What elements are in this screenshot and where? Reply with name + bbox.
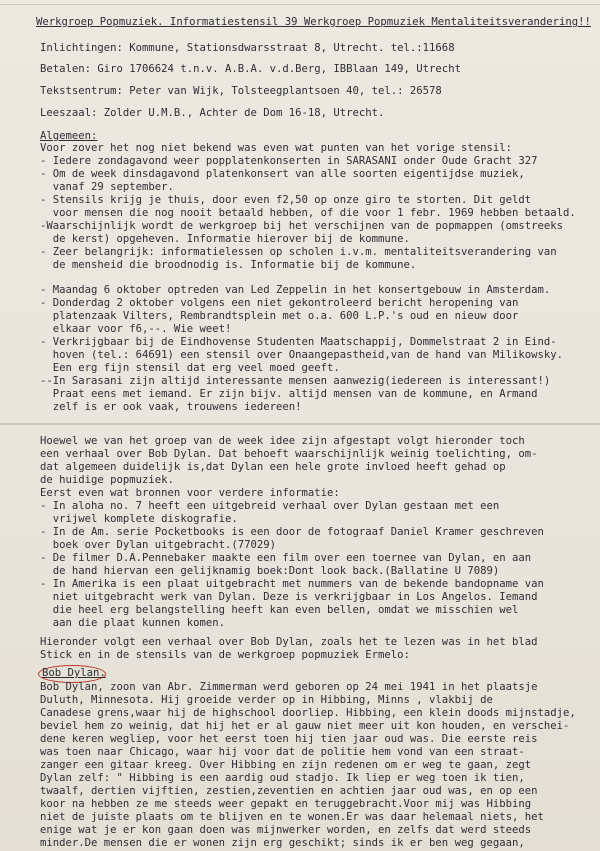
paper-fold [0, 423, 600, 425]
text-line: Een erg fijn stensil dat erg veel moed geeft. [40, 362, 340, 374]
text-line: dat algemeen duidelijk is,dat Dylan een hele grote invloed heeft gehad op [40, 461, 506, 473]
text-line: zanger een gitaar kreeg. Over Hibbing en zijn redenen om er weg te gaan, zegt [40, 759, 532, 771]
text-line: Voor zover het nog niet bekend was even wat punten van het vorige stensil: [40, 142, 512, 154]
info-line: Tekstsentrum: Peter van Wijk, Tolsteegplantsoen 40, tel.: 26578 [40, 85, 442, 97]
document-title: Werkgroep Popmuziek. Informatiestensil 39 Werkgroep Popmuziek Mentaliteitsverandering!! [36, 16, 591, 28]
text-line: vanaf 29 september. [40, 181, 174, 193]
text-line: voor mensen die nog nooit betaald hebben, of die voor 1 febr. 1969 hebben betaald. [40, 207, 576, 219]
text-line: - Zeer belangrijk: informatielessen op scholen i.v.m. mentaliteitsverandering van [40, 246, 557, 258]
text-line: minder.De mensen die er wonen zijn erg geschikt; sinds ik er ben weg gegaan, [40, 837, 525, 849]
text-line: beviel hem zo weinig, dat hij het er al gauw niet meer uit kon houden, en verschei- [40, 720, 570, 732]
text-line: - In aloha no. 7 heeft een uitgebreid verhaal over Dylan gestaan met een [40, 500, 500, 512]
text-line: een verhaal over Bob Dylan. Dat behoeft waarschijnlijk weinig toelichting, om- [40, 448, 538, 460]
text-line: - Maandag 6 oktober optreden van Led Zeppelin in het konsertgebouw in Amsterdam. [40, 284, 551, 296]
text-line: - Stensils krijg je thuis, door even f2,50 op onze giro te storten. Dit geldt [40, 194, 532, 206]
text-line: de mensheid die broodnodig is. Informatie bij de kommune. [40, 259, 417, 271]
text-line: koor na hebben ze me steeds weer gepakt en teruggebracht.Voor mij was Hibbing [40, 798, 532, 810]
text-line: aan die plaat kunnen komen. [40, 617, 225, 629]
section-heading: Algemeen: [40, 130, 98, 142]
text-line: Canadese grens,waar hij de highschool doorliep. Hibbing, een klein doods mijnstadje, [40, 707, 576, 719]
text-line: --In Sarasani zijn altijd interessante mensen aanwezig(iedereen is interessant!) [40, 375, 551, 387]
text-line: - De filmer D.A.Pennebaker maakte een film over een toernee van Dylan, en aan [40, 552, 532, 564]
text-line: - Donderdag 2 oktober volgens een niet gekontroleerd bericht heropening van [40, 297, 519, 309]
text-line: Dylan zelf: " Hibbing is een aardig oud stadjo. Ik liep er weg toen ik tien, [40, 772, 525, 784]
text-line: enige wat je er kon gaan doen was mijnwerker worden, en zelfs dat werd steeds [40, 824, 532, 836]
text-line: platenzaak Vilters, Rembrandtsplein met o.a. 600 L.P.'s oud en nieuw door [40, 310, 519, 322]
info-line: Inlichtingen: Kommune, Stationsdwarsstraat 8, Utrecht. tel.:11668 [40, 42, 455, 54]
text-line: de kerst) opgeheven. Informatie hierover bij de kommune. [40, 233, 410, 245]
text-line: niet uitgebracht werk van Dylan. Deze is verkrijgbaar in Los Angelos. Iemand [40, 591, 538, 603]
text-line: - Verkrijgbaar bij de Eindhovense Studenten Maatschappij, Dommelstraat 2 in Eind- [40, 336, 557, 348]
text-line: - In Amerika is een plaat uitgebracht met nummers van de bekende bandopname van [40, 578, 544, 590]
text-line: - Om de week dinsdagavond platenkonsert van alle soorten eigentijdse muziek, [40, 168, 525, 180]
text-line: - Iedere zondagavond weer popplatenkonserten in SARASANI onder Oude Gracht 327 [40, 155, 538, 167]
text-line: was toen naar Chicago, waar hij voor dat de politie hem vond van een straat- [40, 746, 525, 758]
info-line: Betalen: Giro 1706624 t.n.v. A.B.A. v.d.Berg, IBBlaan 149, Utrecht [40, 63, 461, 75]
story-heading: Bob Dylan. [42, 667, 106, 679]
text-line: Duluth, Minnesota. Hij groeide verder op in Hibbing, Minns , vlakbij de [40, 694, 493, 706]
text-line: -Waarschijnlijk wordt de werkgroep bij het verschijnen van de popmappen (omstreeks [40, 220, 563, 232]
text-line: de huidige popmuziek. [40, 474, 174, 486]
text-line: hoven (tel.: 64691) een stensil over Onaangepastheid,van de hand van Milikowsky. [40, 349, 563, 361]
text-line: niet de juiste plaats om te blijven en te wonen.Er was daar helemaal niets, het [40, 811, 544, 823]
text-line: Stick en in de stensils van de werkgroep popmuziek Ermelo: [40, 649, 410, 661]
text-line: Bob Dylan, zoon van Abr. Zimmerman werd geboren op 24 mei 1941 in het plaatsje [40, 681, 538, 693]
text-line: vrijwel komplete diskografie. [40, 513, 238, 525]
text-line: de hand hiervan een gelijknamig boek:Dont look back.(Ballatine U 7089) [40, 565, 500, 577]
text-line: Hieronder volgt een verhaal over Bob Dylan, zoals het te lezen was in het blad [40, 636, 538, 648]
text-line: boek over Dylan uitgebracht.(77029) [40, 539, 276, 551]
text-line: Eerst even wat bronnen voor verdere informatie: [40, 487, 340, 499]
text-line: zelf is er ook vaak, trouwens iedereen! [40, 401, 302, 413]
paper-edge [0, 4, 600, 5]
text-line: dene keren wegliep, voor het eerst toen hij tien jaar oud was. Die eerste reis [40, 733, 538, 745]
info-line: Leeszaal: Zolder U.M.B., Achter de Dom 16-18, Utrecht. [40, 107, 385, 119]
text-line: die heel erg belangstelling heeft kan even bellen, omdat we misschien wel [40, 604, 519, 616]
text-line: twaalf, dertien vijftien, zestien,zeventien en achtien jaar oud was, en op een [40, 785, 538, 797]
text-line: Praat eens met iemand. Er zijn bijv. altijd mensen van de kommune, en Armand [40, 388, 538, 400]
text-line: - In de Am. serie Pocketbooks is een door de fotograaf Daniel Kramer geschreven [40, 526, 544, 538]
text-line: elkaar voor f6,--. Wie weet! [40, 323, 232, 335]
text-line: Hoewel we van het groep van de week idee zijn afgestapt volgt hieronder toch [40, 435, 525, 447]
